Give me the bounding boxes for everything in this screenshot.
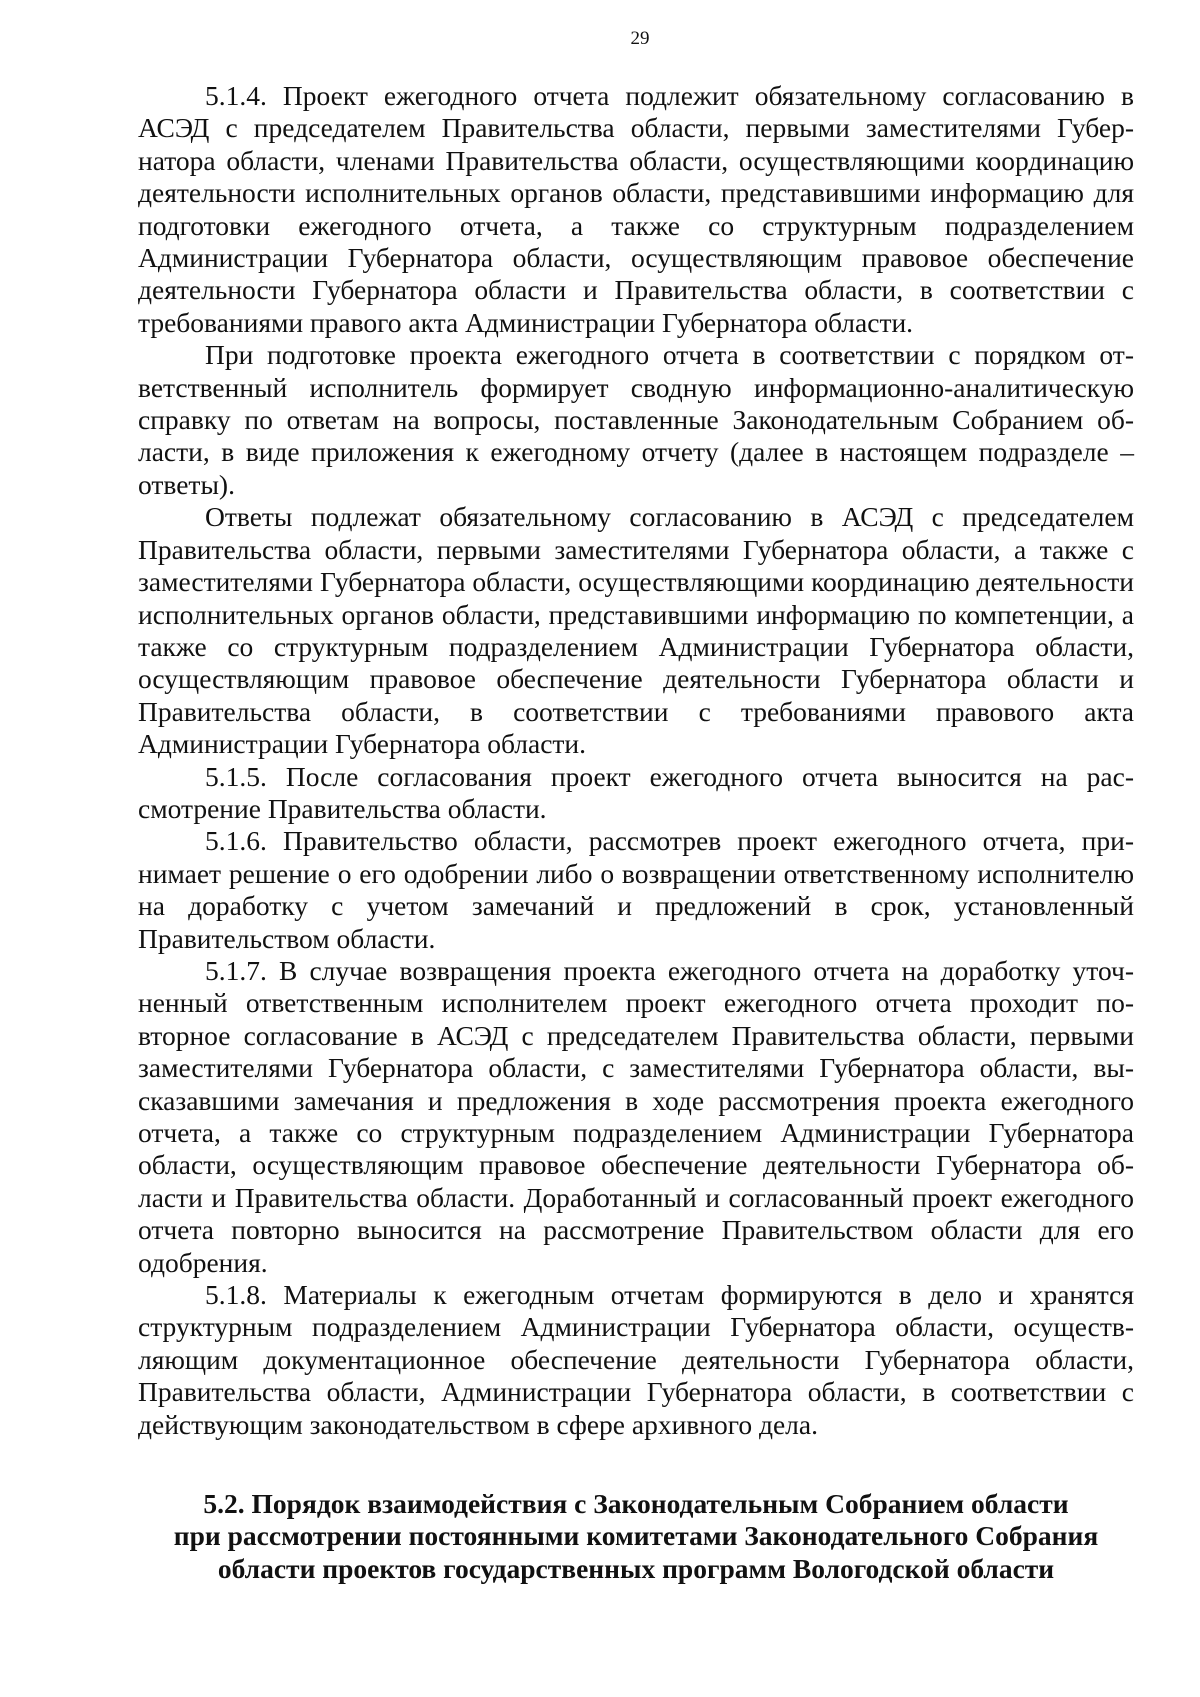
paragraph-5-1-6: 5.1.6. Правительство области, рассмотрев проект ежегодного отчета, принимает решение о его одобрении либо о возвращении ответственному исполнителю на доработку с учетом замечаний и предложений в срок, установленный Правительством области. (138, 825, 1134, 954)
paragraph-summary-reference: При подготовке проекта ежегодного отчета в соответствии с порядком ответственный исполнитель формирует сводную информационно-аналитическую справку по ответам на вопросы, поставленные Законодательным Собранием области, в виде приложения к ежегодному отчету (далее в настоящем подразделе – ответы). (138, 339, 1134, 500)
section-heading-line: при рассмотрении постоянными комитетами Законодательного Собрания (173, 1520, 1099, 1552)
paragraph-5-1-5: 5.1.5. После согласования проект ежегодного отчета выносится на рассмотрение Правительства области. (138, 760, 1134, 824)
paragraph-5-1-8: 5.1.8. Материалы к ежегодным отчетам формируются в дело и хранятся структурным подразделением Администрации Губернатора области, осуществляющим документационное обеспечение деятельности Губернатора области, Правительства области, Администрации Губернатора области, в соответствии с действующим законодательством в сфере архивного дела. (138, 1279, 1134, 1440)
paragraph-answers-approval: Ответы подлежат обязательному согласованию в АСЭД с председателем Правительства области, первыми заместителями Губернатора области, а также с заместителями Губернатора области, осуществляющими координацию деятельности исполнительных органов области, представившими информацию по компетенции, а также со структурным подразделением Администрации Губернатора области, осуществляющим правовое обеспечение деятельности Губернатора области и Правительства области, в соответствии с требованиями правового акта Администрации Губернатора области. (138, 501, 1134, 760)
section-heading-line: 5.2. Порядок взаимодействия с Законодательным Собранием области (203, 1488, 1069, 1519)
section-heading-line: области проектов государственных программ Вологодской области (217, 1552, 1055, 1584)
document-body (138, 80, 1134, 1441)
paragraph-5-1-4: 5.1.4. Проект ежегодного отчета подлежит обязательному согласованию в АСЭД с председателем Правительства области, первыми заместителями Губернатора области, членами Правительства области, осуществляющими координацию деятельности исполнительных органов области, представившими информацию для подготовки ежегодного отчета, а также со структурным подразделением Администрации Губернатора области, осуществляющим правовое обеспечение деятельности Губернатора области и Правительства области, в соответствии с требованиями правого акта Администрации Губернатора области. (138, 80, 1134, 338)
page-number: 29 (630, 28, 650, 49)
paragraph-5-1-7: 5.1.7. В случае возвращения проекта ежегодного отчета на доработку уточненный ответственным исполнителем проект ежегодного отчета проходит повторное согласование в АСЭД с председателем Правительства области, первыми заместителями Губернатора области, с заместителями Губернатора области, высказавшими замечания и предложения в ходе рассмотрения проекта ежегодного отчета, а также со структурным подразделением Администрации Губернатора области, осуществляющим правовое обеспечение деятельности Губернатора области и Правительства области. Доработанный и согласованный проект ежегодного отчета повторно выносится на рассмотрение Правительством области для его одобрения. (138, 954, 1134, 1278)
section-heading-5-2 (138, 1488, 1134, 1585)
